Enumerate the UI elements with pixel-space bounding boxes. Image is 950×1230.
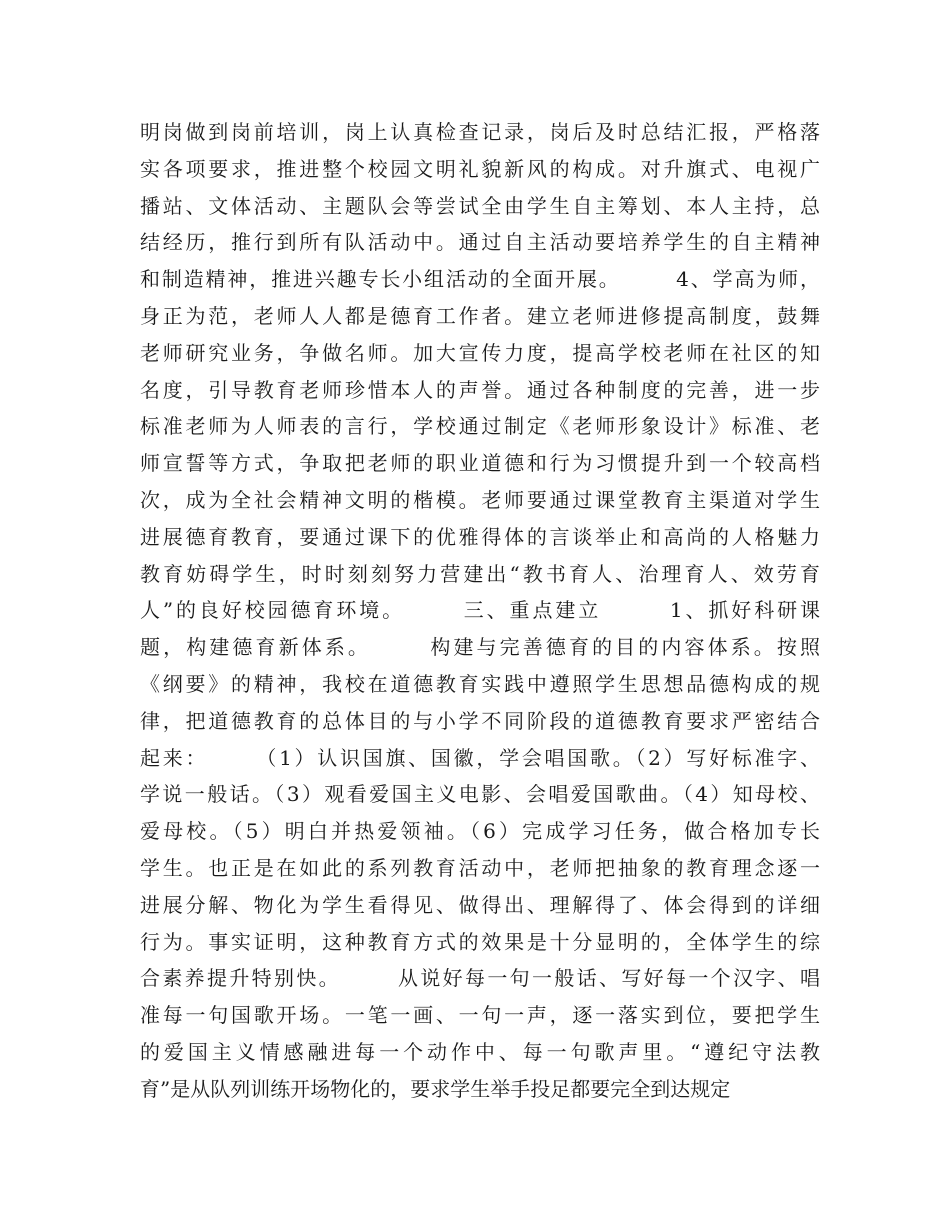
text-line: 次，成为全社会精神文明的楷模。老师要通过课堂教育主渠道对学生	[140, 487, 820, 512]
text-line: 准每一句国歌开场。一笔一画、一句一声，逐一落实到位，要把学生	[140, 1003, 820, 1028]
text-line: 明岗做到岗前培训，岗上认真检查记录，岗后及时总结汇报，严格落	[140, 120, 820, 144]
text-line: 和制造精神，推进兴趣专长小组活动的全面开展。 4、学高为师，	[140, 267, 820, 292]
text-line: 老师研究业务，争做名师。加大宣传力度，提高学校老师在社区的知	[140, 340, 820, 365]
text-line: 教育妨碍学生，时时刻刻努力营建出“教书育人、治理育人、效劳育	[140, 561, 820, 586]
text-line: 爱母校。（5）明白并热爱领袖。（6）完成学习任务，做合格加专长	[140, 819, 820, 844]
text-line: 实各项要求，推进整个校园文明礼貌新风的构成。对升旗式、电视广	[140, 156, 820, 181]
text-line: 起来： （1）认识国旗、国徽，学会唱国歌。（2）写好标准字、	[140, 745, 820, 770]
text-line: 育”是从队列训练开场物化的，要求学生举手投足都要完全到达规定	[140, 1076, 731, 1101]
body-text	[140, 114, 820, 1108]
text-line: 学说一般话。（3）观看爱国主义电影、会唱爱国歌曲。（4）知母校、	[140, 782, 820, 807]
text-line: 标准老师为人师表的言行，学校通过制定《老师形象设计》标准、老	[140, 414, 820, 439]
text-line: 名度，引导教育老师珍惜本人的声誉。通过各种制度的完善，进一步	[140, 377, 820, 402]
text-line: 行为。事实证明，这种教育方式的效果是十分显明的，全体学生的综	[140, 929, 820, 954]
text-line: 《纲要》的精神，我校在道德教育实践中遵照学生思想品德构成的规	[140, 671, 820, 696]
text-line: 结经历，推行到所有队活动中。通过自主活动要培养学生的自主精神	[140, 230, 820, 255]
text-line: 题，构建德育新体系。 构建与完善德育的目的内容体系。按照	[140, 635, 820, 660]
text-line: 律，把道德教育的总体目的与小学不同阶段的道德教育要求严密结合	[140, 708, 820, 733]
text-line: 播站、文体活动、主题队会等尝试全由学生自主筹划、本人主持，总	[140, 193, 820, 218]
text-line: 学生。也正是在如此的系列教育活动中，老师把抽象的教育理念逐一	[140, 855, 820, 880]
text-line: 进展分解、物化为学生看得见、做得出、理解得了、体会得到的详细	[140, 892, 820, 917]
text-line: 进展德育教育，要通过课下的优雅得体的言谈举止和高尚的人格魅力	[140, 524, 820, 549]
text-line: 人”的良好校园德育环境。 三、重点建立 1、抓好科研课	[140, 598, 820, 623]
text-line: 合素养提升特别快。 从说好每一句一般话、写好每一个汉字、唱	[140, 966, 820, 991]
text-line: 师宣誓等方式，争取把老师的职业道德和行为习惯提升到一个较高档	[140, 451, 820, 476]
text-line: 的爱国主义情感融进每一个动作中、每一句歌声里。“遵纪守法教	[140, 1039, 820, 1064]
text-line: 身正为范，老师人人都是德育工作者。建立老师进修提高制度，鼓舞	[140, 303, 820, 328]
